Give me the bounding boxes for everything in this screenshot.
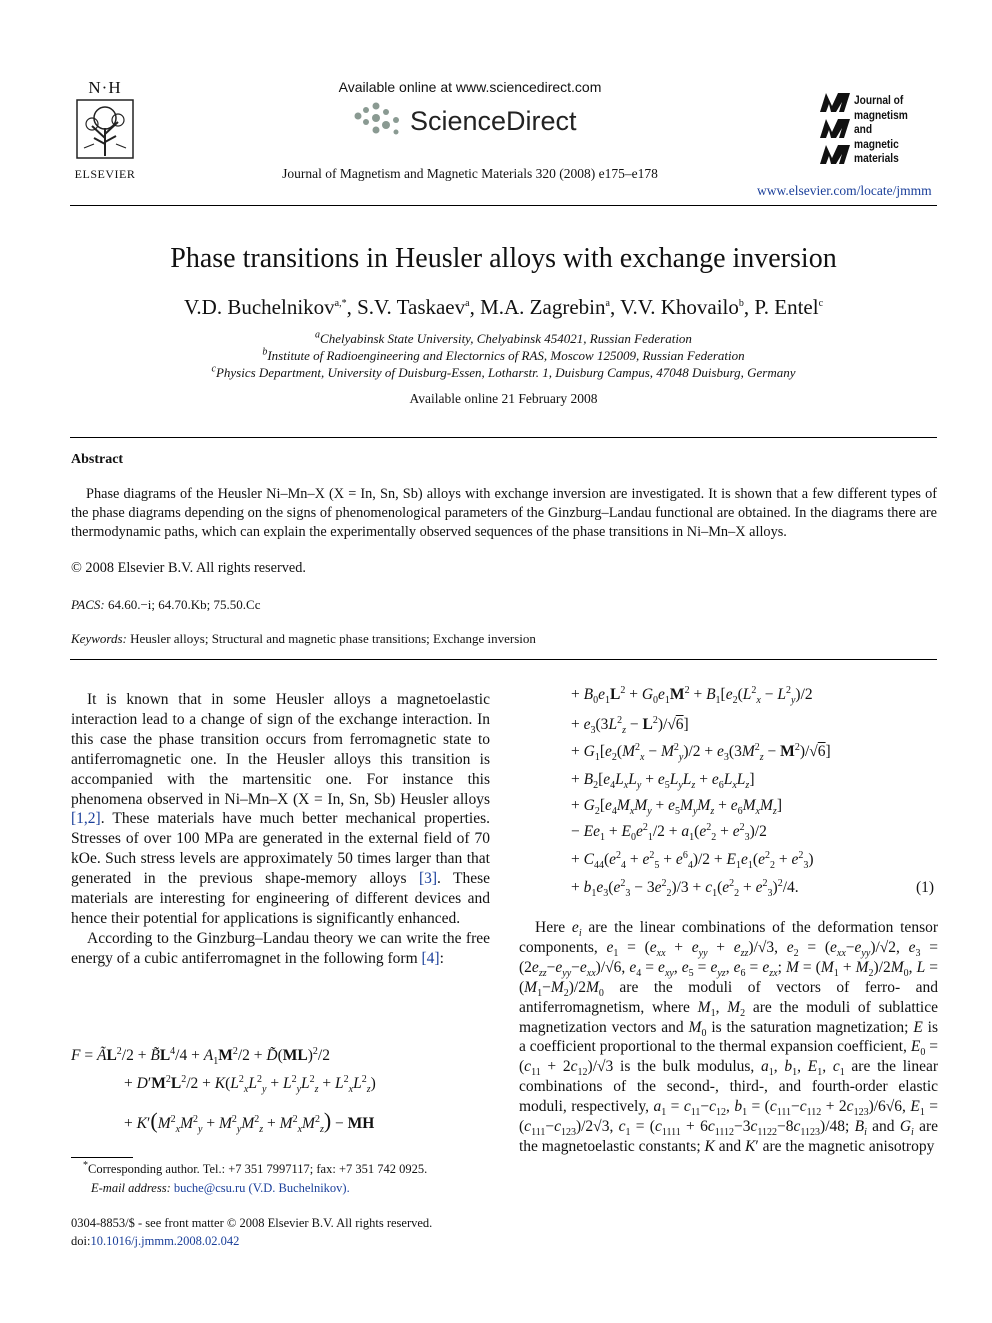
affiliation-text: Physics Department, University of Duisburg-Essen, Lotharstr. 1, Duisburg Campus, 47048 Duisburg, Germany [215, 365, 796, 380]
email-label: E-mail address: [91, 1181, 171, 1195]
jmmm-logo-text [854, 93, 908, 166]
body-paragraph: According to the Ginzburg–Landau theory we can write the free energy of a cubic antiferromagnet in the following form [4]: [71, 929, 490, 967]
affiliation-text: Chelyabinsk State University, Chelyabinsk 454021, Russian Federation [320, 331, 692, 346]
jmmm-logo-line: magnetic [854, 136, 899, 151]
affiliation-text: Institute of Radioengineering and Electornics of RAS, Moscow 125009, Russian Federation [267, 348, 745, 363]
citation-link[interactable]: [1,2] [71, 810, 101, 828]
equation-line: + $b_1e_3(e^2_3 - 3e^2_2)/3 + c_1(e^2_2 + e^2_3)^2/4$. [571, 877, 799, 900]
abstract-heading: Abstract [71, 452, 124, 467]
jmmm-logo-line: materials [854, 151, 899, 165]
affiliation-sup: b [262, 346, 268, 358]
equation-line: + $B_0e_1L^2 + G_0e_1M^2 + B_1[e_2(L^2_x - L^2_y)/2$ [571, 684, 813, 707]
pacs-codes: 64.60.−i; 64.70.Kb; 75.50.Cc [107, 597, 261, 612]
pacs-label: PACS: [71, 597, 105, 612]
author-sup: b [738, 298, 744, 309]
equation-line: + $e_3(3L^2_z - L^2)/√6$] [571, 714, 689, 737]
author-name: M.A. Zagrebin [480, 295, 606, 319]
author-name: V.V. Khovailo [620, 295, 739, 319]
author-sup: a,* [334, 298, 347, 309]
abstract-divider [70, 659, 937, 660]
email-link[interactable]: buche@csu.ru (V.D. Buchelnikov). [173, 1181, 350, 1195]
jmmm-logo [818, 90, 936, 170]
pacs-line [71, 597, 260, 613]
footnote-divider [71, 1157, 133, 1158]
equation-line: + $D'M^2L^2/2 + K(L^2_xL^2_y + L^2_yL^2_z + L^2_xL^2_z)$ [124, 1073, 376, 1096]
equation-line: − $Ee_1 + E_0e^2_1/2 + a_1(e^2_2 + e^2_3)/2$ [571, 821, 767, 844]
author-sup: a [605, 298, 610, 309]
author-name: V.D. Buchelnikov [183, 295, 335, 319]
author-name: S.V. Taskaev [357, 295, 466, 319]
abstract-body: Phase diagrams of the Heusler Ni–Mn–X (X = In, Sn, Sb) alloys with exchange inversion are investigated. It is shown that a few different types of the phase diagrams depending on the signs of phenomenological parameters of the Ginzburg–Landau functional are obtained. In the diagrams there are thermodynamic paths, which can explain the experimentally observed sequences of the phase transitions in Ni–Mn–X alloys. [71, 486, 937, 540]
sciencedirect-wordmark: ScienceDirect [410, 106, 577, 136]
keywords-line [71, 631, 536, 647]
affiliation-sup: a [315, 329, 321, 341]
body-paragraph: It is known that in some Heusler alloys a magnetoelastic interaction lead to a change of sign of the exchange interaction. In this case the phase transition occurs from ferromagnetic state to antiferromagnetic one. In the Heusler alloys this transition is accompanied with the martensitic one. For instance this phenomena observed in Ni–Mn–X (X = In, Sn, Sb) Heusler alloys [1,2]. These materials have much better mechanical properties. Stresses of over 100 MPa are generated in the external field of 70 kOe. Such stress levels are approximately 50 times larger than that generated in the previous shape-memory alloys [3]. These materials are interesting for engineering of different devices and hence their potential for applications is significantly enhanced. [71, 691, 490, 927]
elsevier-tree-icon [74, 98, 136, 160]
citation-link[interactable]: [3] [418, 870, 438, 888]
sciencedirect-dots-icon [352, 100, 404, 140]
equation-line: + $G_1[e_2(M^2_x - M^2_y)/2 + e_3(3M^2_z - M^2)/√6]$ [571, 741, 831, 764]
journal-citation: Journal of Magnetism and Magnetic Materials 320 (2008) e175–e178 [282, 166, 658, 181]
author-name: P. Entel [754, 295, 819, 319]
equation-number: (1) [916, 879, 935, 896]
affiliation [70, 331, 937, 347]
elsevier-wordmark: ELSEVIER [74, 167, 136, 181]
citation-link[interactable]: [4] [421, 949, 440, 967]
jmmm-logo-line: Journal of [854, 93, 904, 107]
footnote-star: * [83, 1159, 88, 1171]
footnote-email [91, 1181, 350, 1196]
jmmm-logo-line: and [854, 122, 873, 136]
affiliation [70, 365, 937, 381]
equation-line: + $G_2[e_4M_xM_y + e_5M_yM_z + e_6M_xM_z]$ [571, 797, 782, 818]
jmmm-logo-line: magnetism [854, 107, 908, 122]
doi-line [71, 1234, 239, 1249]
article-title: Phase transitions in Heusler alloys with exchange inversion [170, 243, 837, 274]
doi-link[interactable]: 10.1016/j.jmmm.2008.02.042 [90, 1234, 240, 1248]
equation-line: + $C_{44}(e^2_4 + e^2_5 + e^6_4)/2 + E_1e_1(e^2_2 + e^2_3)$ [571, 849, 814, 872]
left-column [71, 690, 490, 969]
author-list: V.D. Buchelnikov$^{a,*}$, S.V. Taskaev$^a$, M.A. Zagrebin$^a$, V.V. Khovailo$^b$, P. Entel$^c$ [183, 295, 824, 319]
author-sup: a [465, 298, 470, 309]
author-sup: c [818, 298, 824, 309]
footnote-corresponding: *Corresponding author. Tel.: +7 351 7997117; fax: +7 351 742 0925. [83, 1159, 428, 1176]
publisher-logo [70, 78, 140, 183]
title-divider [70, 437, 937, 438]
journal-url-link[interactable]: www.elsevier.com/locate/jmmm [757, 183, 932, 198]
doi-label: doi: [71, 1234, 91, 1248]
issn-line: 0304-8853/$ - see front matter © 2008 Elsevier B.V. All rights reserved. [71, 1216, 433, 1230]
header-divider [70, 205, 937, 206]
abstract-text [71, 485, 937, 542]
available-date: Available online 21 February 2008 [409, 391, 598, 406]
equation-line: $F = ÃL^2/2$ + $B̃L^4/4 + A_1M^2/2$ + D̃(ML)$^2$/2 [71, 1045, 330, 1068]
equation-line: + $B_2[e_4L_xL_y + e_5L_yL_z + e_6L_xL_z]$ [571, 771, 755, 792]
sciencedirect-logo [352, 100, 612, 144]
right-column [519, 918, 938, 1157]
jmmm-m-icon [818, 90, 852, 168]
body-paragraph: Here $e_i$ are the linear combinations of the deformation tensor components, $e_1 = (e_{xx} + e_{yy} + e_{zz})/√3$, $e_2 = (e_{xx}-e_{yy})/√2$, $e_3 = (2e_{zz}-e_{yy}-e_{xx})/√6$, $e_4 = e_{xy}$, $e_5 = e_{yz}$, $e_6 = e_{zx}$; $M = (M_1 + M_2)/2M_0$, $L = (M_1-M_2)/2M_0$ are the moduli of vectors of ferro- and antiferromagnetism, where $M_1$, $M_2$ are the moduli of sublattice magnetization vectors and $M_0$ is the saturation magnetization; E is a coefficient proportional to the thermal expansion coefficient, $E_0 = (c_{11} + 2c_{12})/√3$ is the bulk modulus, $a_1$, $b_1$, $E_1$, $c_1$ are the linear combinations of the second-, third-, and fourth-order elastic moduli, respectively, $a_1 = c_{11}-c_{12}$, $b_1 = (c_{111}-c_{112} + 2c_{123})/6√6$, $E_1 = (c_{111}-c_{123})/2√3$, $c_1 = (c_{1111} + 6c_{1112}-3c_{1122}-8c_{1123})/48$; $B_i$ and $G_i$ are the magnetoelastic constants; K and K′ are the magnetic anisotropy [519, 919, 939, 1155]
affiliation [70, 348, 937, 364]
abstract-copyright: © 2008 Elsevier B.V. All rights reserved. [71, 560, 306, 576]
keywords-label: Keywords: [71, 631, 127, 646]
keywords-text: Heusler alloys; Structural and magnetic phase transitions; Exchange inversion [130, 631, 536, 646]
available-online-text: Available online at www.sciencedirect.com [338, 79, 602, 95]
equation-line: + $K'(M^2_xM^2_y + M^2_yM^2_z + M^2_xM^2_z)$ − MH [124, 1108, 375, 1136]
affiliation-sup: c [211, 363, 216, 375]
publisher-mark: N·H [88, 78, 122, 97]
